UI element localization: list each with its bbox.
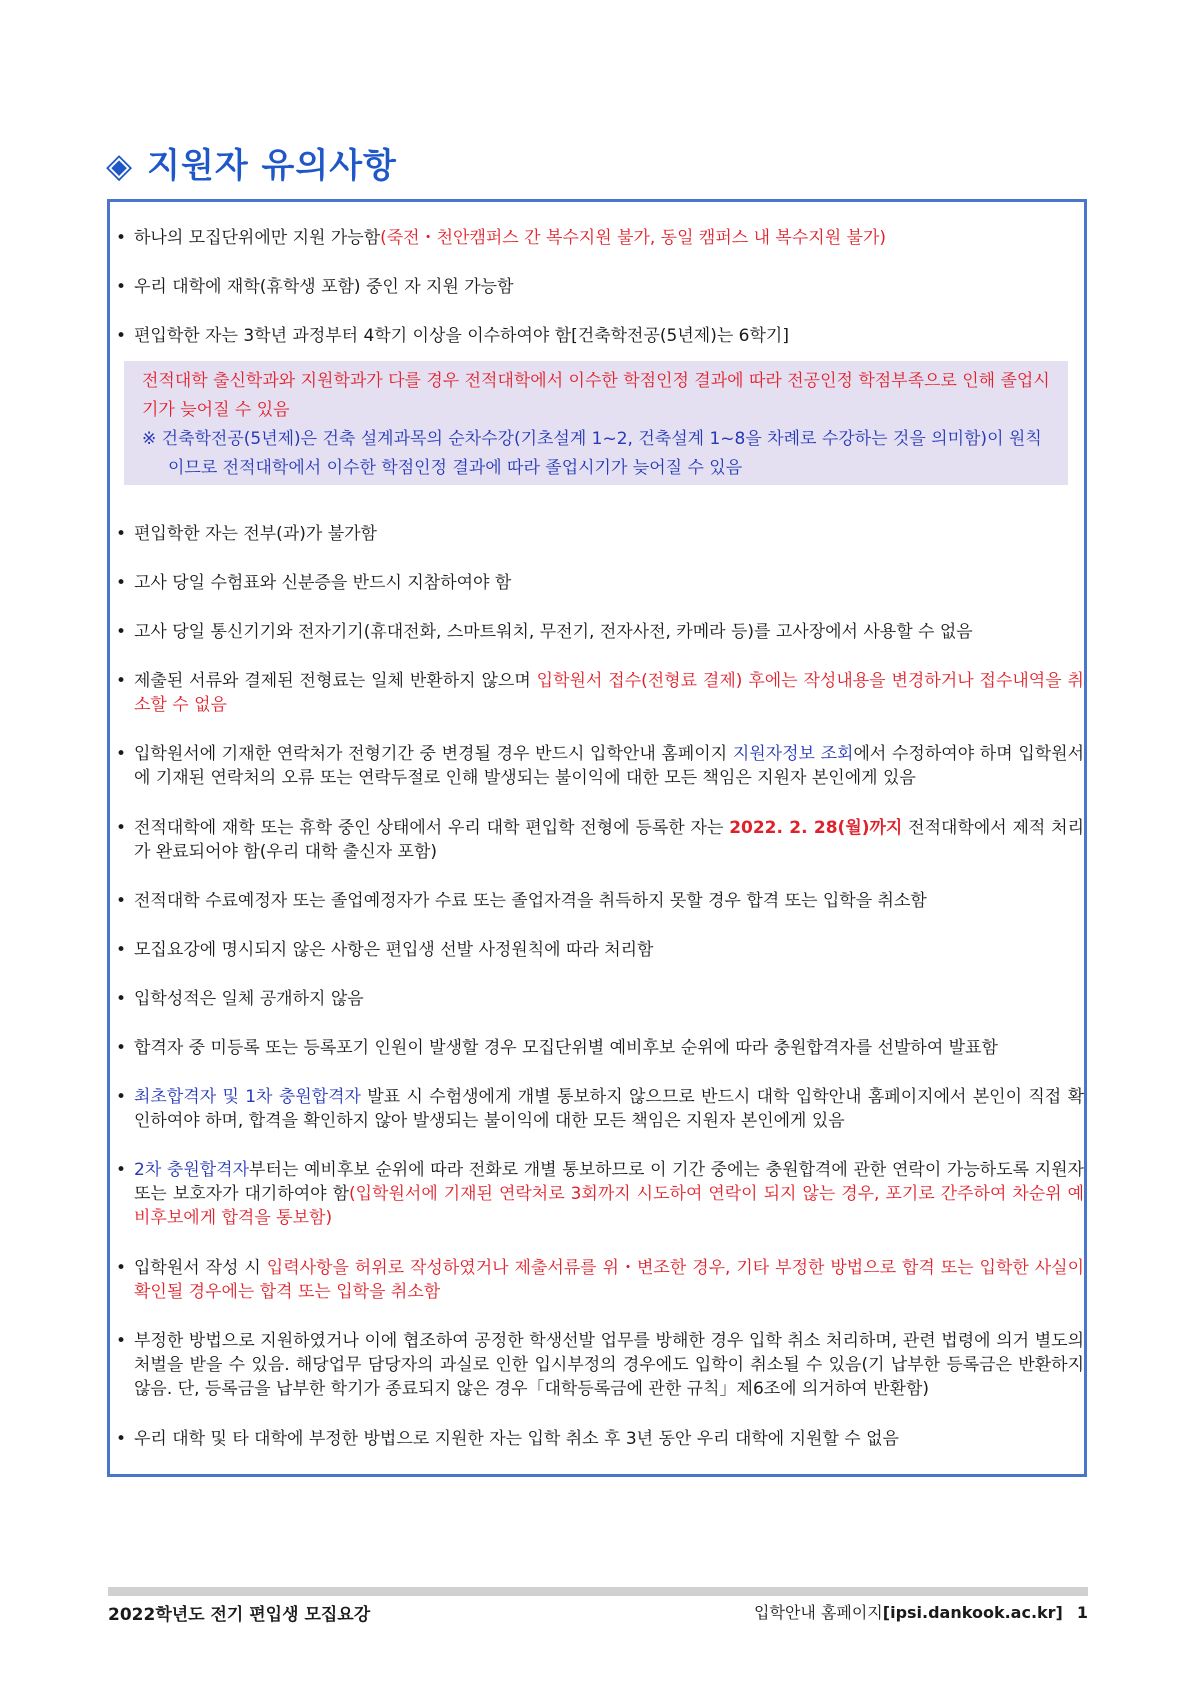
- footer-homepage-label: 입학안내 홈페이지: [754, 1603, 883, 1622]
- item-text: 고사 당일 통신기기와 전자기기(휴대전화, 스마트워치, 무전기, 전자사전, 카메라 등)를 고사장에서 사용할 수 없음: [134, 622, 973, 642]
- item-text-highlight: 2차 충원합격자: [134, 1160, 250, 1180]
- bullet-icon: •: [116, 818, 127, 838]
- bullet-icon: •: [116, 277, 127, 297]
- bullet-icon: •: [116, 1429, 127, 1449]
- deadline-date: 2022. 2. 28(월)까지: [729, 818, 903, 838]
- item-text: 전적대학 수료예정자 또는 졸업예정자가 수료 또는 졸업자격을 취득하지 못할 경우 합격 또는 입학을 취소함: [134, 891, 927, 911]
- footer-title: 2022학년도 전기 편입생 모집요강: [108, 1605, 371, 1625]
- bullet-icon: •: [116, 891, 127, 911]
- item-text: 편입학한 자는 전부(과)가 불가함: [134, 524, 377, 544]
- bullet-icon: •: [116, 326, 127, 346]
- item-text: 부정한 방법으로 지원하였거나 이에 협조하여 공정한 학생선발 업무를 방해한 경우 입학 취소 처리하며, 관련 법령에 의거 별도의 처벌을 받을 수 있음. 해당업무 담당자의 과실로 인한 입시부정의 경우에도 입학이 취소될 수 있음(기 납부한 등록금은 반환하지 않음. 단, 등록금을 납부한 학기가 종료되지 않은 경우「대학등록금에 관한 규칙」제6조에 의거하여 반환함): [134, 1331, 1084, 1399]
- item-text: 입학원서 작성 시: [134, 1258, 267, 1278]
- list-item: [116, 522, 1084, 546]
- list-item: [116, 1158, 1084, 1230]
- list-item: [116, 1085, 1084, 1133]
- item-text: 입학원서에 기재한 연락처가 전형기간 중 변경될 경우 반드시 입학안내 홈페이지: [134, 744, 733, 764]
- bullet-icon: •: [116, 622, 127, 642]
- list-item: [116, 987, 1084, 1011]
- item-text-highlight: 최초합격자 및 1차 충원합격자: [134, 1087, 361, 1107]
- footer-info: [754, 1600, 1088, 1623]
- item-text-highlight: 입력사항을 허위로 작성하였거나 제출서류를 위・변조한 경우, 기타 부정한 방법으로 합격 또는 입학한 사실이 확인될 경우에는 합격 또는 입학을 취소함: [134, 1258, 1084, 1302]
- bullet-icon: •: [116, 989, 127, 1009]
- bullet-icon: •: [116, 940, 127, 960]
- bullet-icon: •: [116, 573, 127, 593]
- bullet-icon: •: [116, 1160, 127, 1180]
- section-title-text: 지원자 유의사항: [147, 146, 397, 186]
- item-text-highlight: (입학원서에 기재된 연락처로 3회까지 시도하여 연락이 되지 않는 경우, 포기로 간주하여 차순위 예비후보에게 합격을 통보함): [134, 1184, 1085, 1228]
- bullet-icon: •: [116, 671, 127, 691]
- list-item: [116, 226, 1084, 250]
- footer-divider: [108, 1587, 1088, 1596]
- list-item: [116, 816, 1084, 864]
- item-text: 에서 수정하여야 하며 입학원서에 기재된 연락처의 오류 또는 연락두절로 인해 발생되는 불이익에 대한 모든 책임은 지원자 본인에게 있음: [134, 744, 1085, 788]
- list-item: [116, 889, 1084, 913]
- diamond-icon: ◈: [106, 146, 134, 186]
- section-title: [106, 138, 397, 187]
- bullet-icon: •: [116, 744, 127, 764]
- item-text: 입학성적은 일체 공개하지 않음: [134, 989, 364, 1009]
- page-number: 1: [1076, 1603, 1088, 1622]
- bullet-icon: •: [116, 1087, 127, 1107]
- bullet-icon: •: [116, 1038, 127, 1058]
- item-text: 모집요강에 명시되지 않은 사항은 편입생 선발 사정원칙에 따라 처리함: [134, 940, 654, 960]
- list-item: [116, 324, 1084, 348]
- item-text: 전적대학에서 제적 처리가 완료되어야 함(우리 대학 출신자 포함): [134, 818, 1084, 862]
- item-text: 전적대학에 재학 또는 휴학 중인 상태에서 우리 대학 편입학 전형에 등록한 자는: [134, 818, 730, 838]
- item-text: 하나의 모집단위에만 지원 가능함: [134, 228, 381, 248]
- note-text: 전적대학 출신학과와 지원학과가 다를 경우 전적대학에서 이수한 학점인정 결과에 따라 전공인정 학점부족으로 인해 졸업시기가 늦어질 수 있음: [142, 371, 1050, 420]
- list-item: [116, 938, 1084, 962]
- list-item: [116, 669, 1084, 717]
- note-remark: ※ 건축학전공(5년제)은 건축 설계과목의 순차수강(기초설계 1~2, 건축설계 1~8을 차례로 수강하는 것을 의미함)이 원칙이므로 전적대학에서 이수한 학점인정 결과에 따라 졸업시기가 늦어질 수 있음: [142, 429, 1042, 478]
- list-item: [116, 620, 1084, 644]
- list-item: [116, 1329, 1084, 1401]
- list-item: [116, 1256, 1084, 1304]
- list-item: [116, 1427, 1084, 1451]
- item-text-link-term: 지원자정보 조회: [732, 744, 854, 764]
- bullet-icon: •: [116, 1258, 127, 1278]
- item-text-highlight: 입학원서 접수(전형료 결제) 후에는 작성내용을 변경하거나 접수내역을 취소할 수 없음: [134, 671, 1084, 715]
- list-item: [116, 742, 1084, 790]
- item-text: 합격자 중 미등록 또는 등록포기 인원이 발생할 경우 모집단위별 예비후보 순위에 따라 충원합격자를 선발하여 발표함: [134, 1038, 998, 1058]
- bullet-icon: •: [116, 228, 127, 248]
- item-text: 제출된 서류와 결제된 전형료는 일체 반환하지 않으며: [134, 671, 537, 691]
- bullet-icon: •: [116, 524, 127, 544]
- footer-homepage-url: [ipsi.dankook.ac.kr]: [882, 1603, 1063, 1622]
- list-item: [116, 571, 1084, 595]
- item-text: 편입학한 자는 3학년 과정부터 4학기 이상을 이수하여야 함[건축학전공(5년제)는 6학기]: [134, 326, 789, 346]
- bullet-icon: •: [116, 1331, 127, 1351]
- item-text: 우리 대학 및 타 대학에 부정한 방법으로 지원한 자는 입학 취소 후 3년 동안 우리 대학에 지원할 수 없음: [134, 1429, 899, 1449]
- list-item: [116, 275, 1084, 299]
- item-text: 부터는 예비후보 순위에 따라 전화로 개별 통보하므로 이 기간 중에는 충원합격에 관한 연락이 가능하도록 지원자 또는 보호자가 대기하여야 함: [134, 1160, 1084, 1204]
- item-text-highlight: (죽전・천안캠퍼스 간 복수지원 불가, 동일 캠퍼스 내 복수지원 불가): [380, 228, 886, 248]
- item-text: 고사 당일 수험표와 신분증을 반드시 지참하여야 함: [134, 573, 512, 593]
- list-item: [116, 1036, 1084, 1060]
- item-text: 발표 시 수험생에게 개별 통보하지 않으므로 반드시 대학 입학안내 홈페이지에서 본인이 직접 확인하여야 하며, 합격을 확인하지 않아 발생되는 불이익에 대한 모든 책임은 지원자 본인에게 있음: [134, 1087, 1084, 1131]
- item-text: 우리 대학에 재학(휴학생 포함) 중인 자 지원 가능함: [134, 277, 514, 297]
- note-box: [124, 361, 1068, 485]
